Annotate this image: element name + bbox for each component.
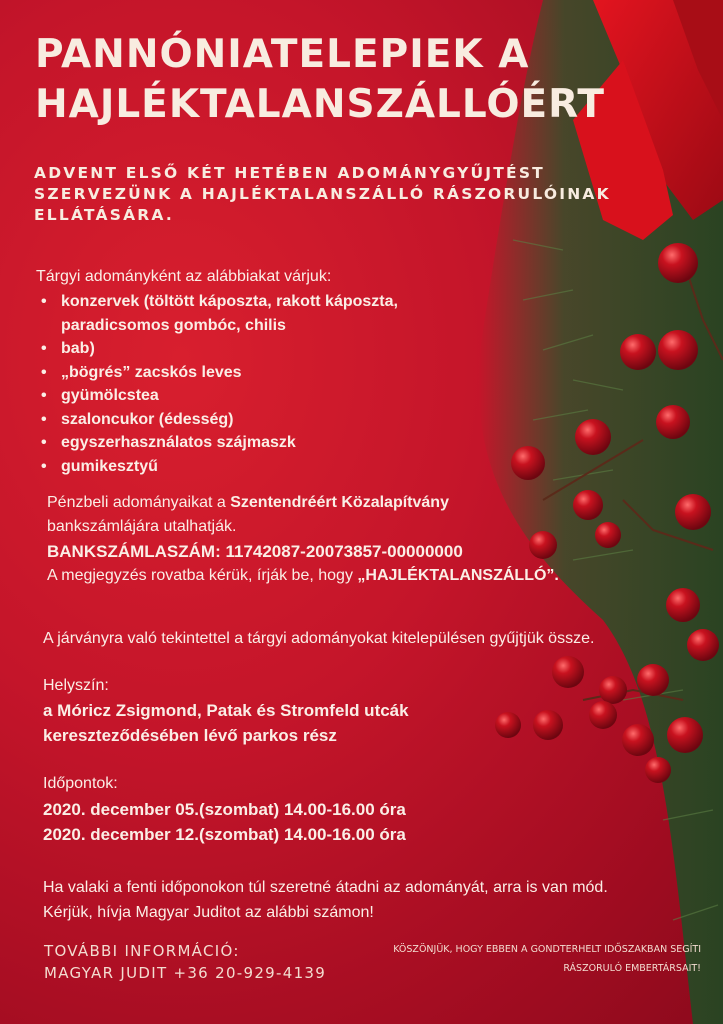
thanks-line: RÁSZORULÓ EMBERTÁRSAIT! <box>563 963 701 974</box>
note-value: „HAJLÉKTALANSZÁLLÓ”. <box>357 567 559 584</box>
money-line-1 <box>47 494 449 512</box>
donation-item: • bab) <box>37 337 398 361</box>
location-line: a Móricz Zsigmond, Patak és Stromfeld utcák <box>43 701 409 720</box>
donation-item: • „bögrés” zacskós leves <box>37 361 398 385</box>
donation-item: • gyümölcstea <box>37 384 398 408</box>
donation-item-continued: paradicsomos gombóc, chilis <box>61 316 286 334</box>
title-line: HAJLÉKTALANSZÁLLÓÉRT <box>35 82 606 127</box>
donation-item: • szaloncukor (édesség) <box>37 408 398 432</box>
donation-item: • egyszerhasználatos szájmaszk <box>37 431 398 455</box>
donation-item: • konzervek (töltött káposzta, rakott káposzta, <box>37 290 398 314</box>
times-label: Időpontok: <box>43 775 118 792</box>
foundation-name: Szentendréért Közalapítvány <box>230 494 449 511</box>
subtitle <box>34 163 723 226</box>
pandemic-note: A járványra való tekintettel a tárgyi adományokat kitelepülésen gyűjtjük össze. <box>43 630 595 647</box>
thanks-note <box>393 940 701 978</box>
time-slot: 2020. december 12.(szombat) 14.00-16.00 óra <box>43 825 406 844</box>
subtitle-line: ELLÁTÁSÁRA. <box>34 206 174 224</box>
subtitle-line: ADVENT ELSŐ KÉT HETÉBEN ADOMÁNYGYŰJTÉST <box>34 164 545 182</box>
other-note-line: Kérjük, hívja Magyar Juditot az alábbi számon! <box>43 904 374 921</box>
christmas-decoration <box>423 0 723 1024</box>
location-line: kereszteződésében lévő parkos rész <box>43 726 337 745</box>
bank-account-number: BANKSZÁMLASZÁM: 11742087-20073857-00000000 <box>47 542 463 561</box>
money-line-2: bankszámlájára utalhatják. <box>47 518 237 535</box>
donation-items-list <box>37 290 398 478</box>
contact-phone: MAGYAR JUDIT +36 20-929-4139 <box>44 964 327 982</box>
donation-item: • gumikesztyű <box>37 455 398 479</box>
subtitle-line: SZERVEZÜNK A HAJLÉKTALANSZÁLLÓ RÁSZORULÓINAK <box>34 185 611 203</box>
donations-intro: Tárgyi adományként az alábbiakat várjuk: <box>36 268 332 285</box>
thanks-line: KÖSZÖNJÜK, HOGY EBBEN A GONDTERHELT IDŐSZAKBAN SEGÍTI <box>393 944 701 955</box>
location-label: Helyszín: <box>43 677 109 694</box>
contact-label: TOVÁBBI INFORMÁCIÓ: <box>44 942 240 960</box>
money-note <box>47 567 559 585</box>
title-line: PANNÓNIATELEPIEK A <box>35 32 530 77</box>
time-slot: 2020. december 05.(szombat) 14.00-16.00 óra <box>43 800 406 819</box>
note-prefix: A megjegyzés rovatba kérük, írják be, hogy <box>47 567 358 584</box>
poster-title <box>35 30 605 130</box>
contact-info <box>44 940 326 984</box>
money-prefix: Pénzbeli adományaikat a <box>47 494 231 511</box>
other-note-line: Ha valaki a fenti időponokon túl szeretné átadni az adományát, arra is van mód. <box>43 879 608 896</box>
